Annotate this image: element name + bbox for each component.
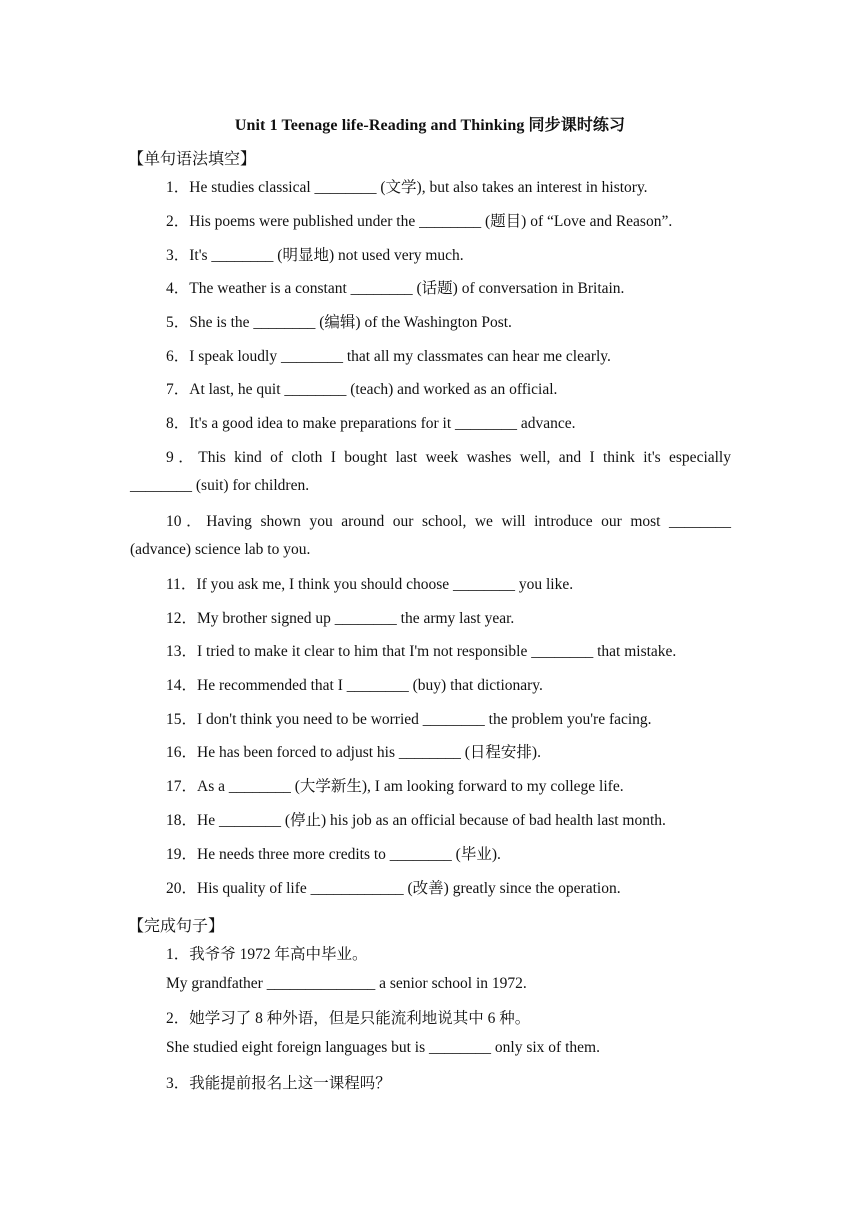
list-item: 13．I tried to make it clear to him that I'm not responsible ________ that mistake. bbox=[166, 643, 677, 660]
list-item: 11．If you ask me, I think you should choose ________ you like. bbox=[166, 576, 574, 593]
list-item: 15．I don't think you need to be worried ________ the problem you're facing. bbox=[166, 711, 652, 728]
list-item: 7．At last, he quit ________ (teach) and worked as an official. bbox=[166, 381, 558, 398]
list-item-english: My grandfather ______________ a senior school in 1972. bbox=[166, 975, 527, 992]
list-item: 3．我能提前报名上这一课程吗？ bbox=[166, 1075, 391, 1092]
list-item: 19．He needs three more credits to ________ (毕业). bbox=[166, 846, 501, 863]
list-item: 1．我爷爷 1972 年高中毕业。 bbox=[166, 946, 368, 963]
list-item: 5．She is the ________ (编辑) of the Washington Post. bbox=[166, 314, 512, 331]
list-item: 4．The weather is a constant ________ (话题) of conversation in Britain. bbox=[166, 280, 625, 297]
list-item: 8．It's a good idea to make preparations for it ________ advance. bbox=[166, 415, 576, 432]
list-item: 9．This kind of cloth I bought last week washes well, and I think it's especially bbox=[166, 449, 731, 466]
list-item: 12．My brother signed up ________ the army last year. bbox=[166, 610, 515, 627]
list-item-english: She studied eight foreign languages but is ________ only six of them. bbox=[166, 1039, 600, 1056]
list-item: 20．His quality of life ____________ (改善) greatly since the operation. bbox=[166, 880, 621, 897]
list-item: 2．她学习了 8 种外语，但是只能流利地说其中 6 种。 bbox=[166, 1010, 531, 1027]
list-item-continuation: ________ (suit) for children. bbox=[130, 477, 310, 494]
list-item: 16．He has been forced to adjust his ________ (日程安排). bbox=[166, 744, 541, 761]
list-item: 1．He studies classical ________ (文学), but also takes an interest in history. bbox=[166, 179, 648, 196]
list-item: 3．It's ________ (明显地) not used very much. bbox=[166, 247, 464, 264]
list-item: 2．His poems were published under the ________ (题目) of “Love and Reason”. bbox=[166, 213, 673, 230]
section-heading-grammar: 【单句语法填空】 bbox=[128, 151, 257, 168]
page-title: Unit 1 Teenage life-Reading and Thinking 同步课时练习 bbox=[234, 117, 626, 134]
list-item: 14．He recommended that I ________ (buy) that dictionary. bbox=[166, 677, 543, 694]
section-heading-sentences: 【完成句子】 bbox=[128, 918, 225, 935]
list-item-continuation: (advance) science lab to you. bbox=[130, 541, 311, 558]
list-item: 17．As a ________ (大学新生), I am looking forward to my college life. bbox=[166, 778, 624, 795]
list-item: 6．I speak loudly ________ that all my classmates can hear me clearly. bbox=[166, 348, 611, 365]
list-item: 18．He ________ (停止) his job as an official because of bad health last month. bbox=[166, 812, 666, 829]
list-item: 10．Having shown you around our school, we will introduce our most ________ bbox=[166, 513, 731, 530]
